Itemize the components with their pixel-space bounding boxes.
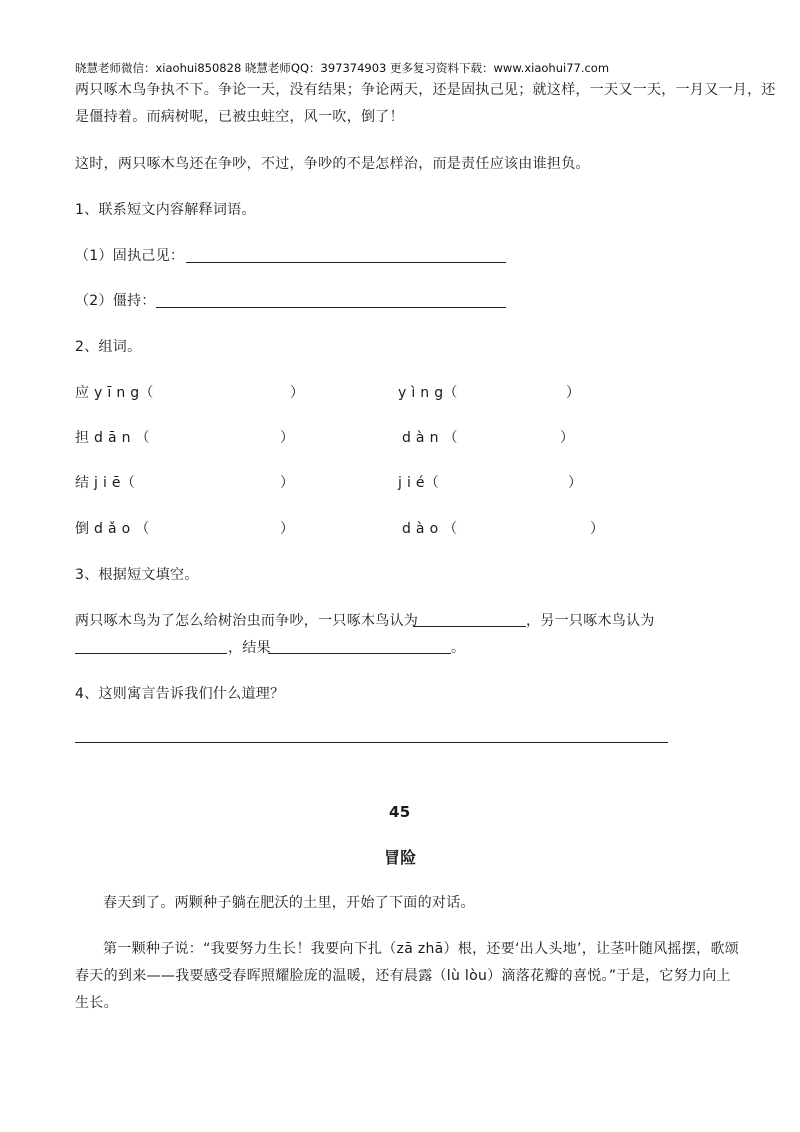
- story-paragraph-1: 春天到了。两颗种子躺在肥沃的土里，开始了下面的对话。: [103, 895, 475, 911]
- q3-line-1-start: 两只啄木鸟为了怎么给树治虫而争吵，一只啄木鸟认为: [75, 613, 419, 629]
- q2-row-4-left-close: ）: [280, 521, 295, 537]
- story-paragraph-2-line-1: 第一颗种子说：“我要努力生长！我要向下扎（zā zhā）根，还要‘出人头地’，让茎叶随风摇摆，歌颂: [103, 941, 740, 957]
- q2-row-3-left-close: ）: [280, 475, 295, 491]
- question-3-title: 3、根据短文填空。: [75, 567, 199, 583]
- q1-item-1-answer-line[interactable]: [186, 262, 506, 263]
- q2-row-4-right-close: ）: [590, 521, 605, 537]
- passage-line: 两只啄木鸟争执不下。争论一天，没有结果；争论两天，还是固执己见；就这样，一天又一天，一月又一月，还: [75, 82, 776, 98]
- passage-line: 是僵持着。而病树呢，已被虫蛀空，风一吹，倒了！: [75, 109, 404, 125]
- q3-line-1-end: ，另一只啄木鸟认为: [526, 613, 655, 629]
- story-title: 冒险: [384, 848, 417, 867]
- q4-answer-line[interactable]: [75, 742, 668, 743]
- q3-line-2-middle: ，结果: [228, 640, 271, 656]
- q2-row-2-left: 担 d ā n （: [75, 430, 150, 446]
- q3-line-2-end: 。: [451, 640, 466, 656]
- q2-row-4-right: d à o （: [402, 521, 458, 537]
- q2-row-3-left: 结 j i ē（: [75, 475, 136, 491]
- q2-row-1-left: 应 y ī n g（: [75, 385, 154, 401]
- q2-row-2-left-close: ）: [280, 430, 295, 446]
- question-1-title: 1、联系短文内容解释词语。: [75, 202, 256, 218]
- story-paragraph-2-line-3: 生长。: [75, 995, 118, 1011]
- q2-row-1-left-close: ）: [290, 385, 305, 401]
- q1-item-1-label: （1）固执己见：: [75, 248, 185, 264]
- page-header: 晓慧老师微信：xiaohui850828 晓慧老师QQ：397374903 更多复习资料下载：www.xiaohui77.com: [75, 61, 610, 75]
- passage-line: 这时，两只啄木鸟还在争吵，不过，争吵的不是怎样治，而是责任应该由谁担负。: [75, 156, 590, 172]
- q3-blank-1[interactable]: [413, 626, 526, 627]
- story-paragraph-2-line-2: 春天的到来——我要感受春晖照耀脸庞的温暖，还有晨露（lù lòu）滴落花瓣的喜悦。”于是，它努力向上: [75, 968, 731, 984]
- q3-blank-3[interactable]: [268, 653, 451, 654]
- q1-item-2-label: （2）僵持：: [75, 293, 156, 309]
- q2-row-3-right-close: ）: [568, 475, 583, 491]
- q1-item-2-answer-line[interactable]: [156, 307, 506, 308]
- question-2-title: 2、组词。: [75, 339, 142, 355]
- story-number: 45: [389, 803, 411, 821]
- q3-blank-2[interactable]: [75, 653, 227, 654]
- q2-row-4-left: 倒 d ǎ o （: [75, 521, 150, 537]
- q2-row-1-right-close: ）: [566, 385, 581, 401]
- q2-row-2-right: d à n （: [402, 430, 458, 446]
- q2-row-2-right-close: ）: [560, 430, 575, 446]
- q2-row-3-right: j i é（: [398, 475, 440, 491]
- question-4-title: 4、这则寓言告诉我们什么道理？: [75, 686, 285, 702]
- q2-row-1-right: y ì n g（: [398, 385, 458, 401]
